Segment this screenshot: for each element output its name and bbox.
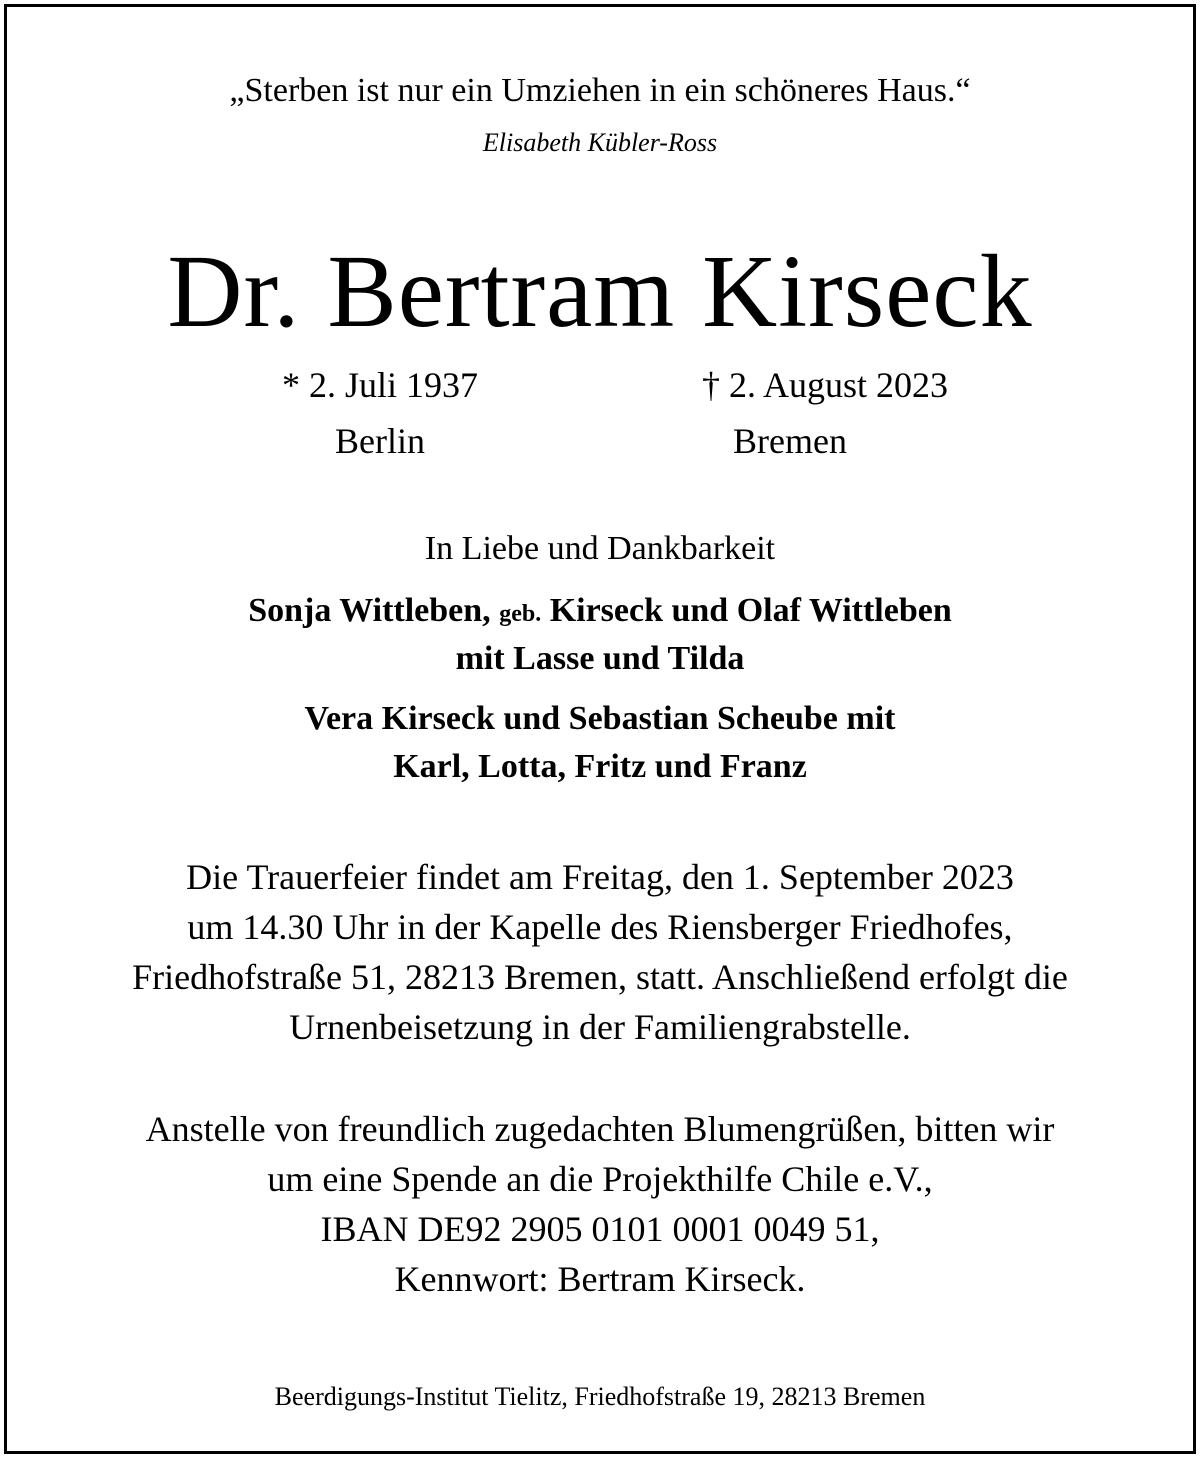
ceremony-line-4: Urnenbeisetzung in der Familiengrabstelle. <box>289 1007 911 1047</box>
ceremony-line-1: Die Trauerfeier findet am Freitag, den 1. September 2023 <box>186 857 1014 897</box>
mourner-name-rest: Kirseck und Olaf Wittleben <box>549 592 952 629</box>
death-place: Bremen <box>733 421 847 461</box>
death-date: † 2. August 2023 <box>701 365 949 405</box>
funeral-home: Beerdigungs-Institut Tielitz, Friedhofstraße 19, 28213 Bremen <box>274 1382 926 1411</box>
mourner-family-1-line-2: mit Lasse und Tilda <box>455 640 745 677</box>
mourner-family-2-line-2: Karl, Lotta, Fritz und Franz <box>393 748 807 785</box>
dedication: In Liebe und Dankbarkeit <box>424 530 776 567</box>
ceremony-line-3: Friedhofstraße 51, 28213 Bremen, statt. Anschließend erfolgt die <box>132 957 1068 997</box>
maiden-name-abbrev: geb. <box>499 601 542 627</box>
donation-line-2: um eine Spende an die Projekthilfe Chile e.V., <box>267 1159 933 1199</box>
donation-iban: IBAN DE92 2905 0101 0001 0049 51, <box>320 1209 880 1249</box>
birth-date: * 2. Juli 1937 <box>281 365 478 405</box>
ceremony-line-2: um 14.30 Uhr in der Kapelle des Riensberger Friedhofes, <box>187 907 1013 947</box>
mourner-family-1-line-1 <box>0 592 1200 630</box>
donation-line-1: Anstelle von freundlich zugedachten Blumengrüßen, bitten wir <box>145 1109 1055 1149</box>
donation-keyword: Kennwort: Bertram Kirseck. <box>394 1259 806 1299</box>
mourner-name: Sonja Wittleben, <box>248 592 491 629</box>
birth-place: Berlin <box>335 421 425 461</box>
mourner-family-2-line-1: Vera Kirseck und Sebastian Scheube mit <box>304 700 896 737</box>
epigraph-quote: „Sterben ist nur ein Umziehen in ein schöneres Haus.“ <box>229 72 971 109</box>
deceased-name: Dr. Bertram Kirseck <box>167 234 1033 349</box>
epigraph-author: Elisabeth Kübler-Ross <box>482 128 718 157</box>
